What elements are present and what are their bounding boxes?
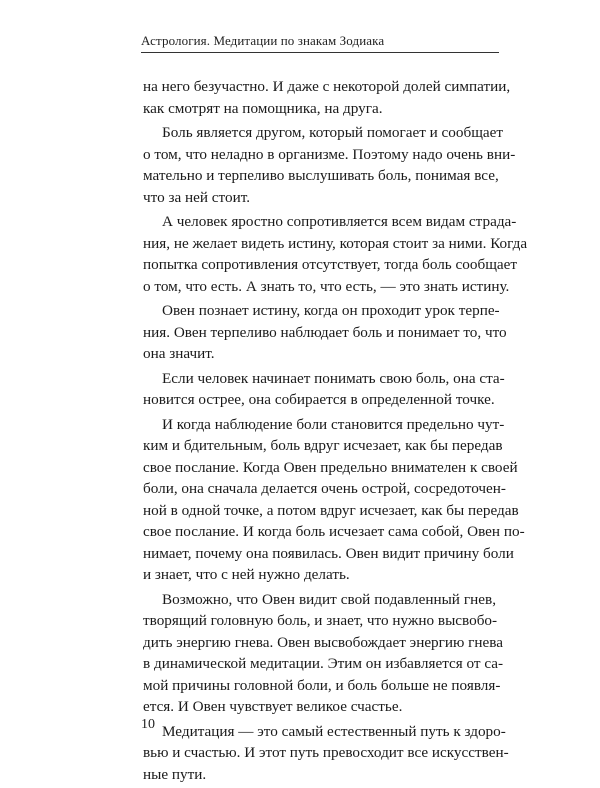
paragraph	[143, 211, 528, 297]
text-line: нимает, почему она появилась. Овен видит причину боли	[143, 544, 514, 562]
text-line: А человек яростно сопротивляется всем видам страда-	[162, 213, 517, 230]
text-line: новится острее, она собирается в определенной точке.	[143, 391, 495, 408]
text-line: Медитация — это самый естественный путь к здоро-	[162, 722, 506, 740]
text-line: боли, она сначала делается очень острой, сосредоточен-	[143, 480, 506, 497]
text-line: ные пути.	[143, 765, 207, 783]
paragraph	[143, 368, 505, 411]
text-line: дить энергию гнева. Овен высвобождает энергию гнева	[143, 633, 503, 651]
text-line: мой причины головной боли, и боль больше не появля-	[143, 676, 501, 694]
text-line: попытка сопротивления отсутствует, тогда боль сообщает	[143, 256, 518, 273]
text-line: вью и счастью. И этот путь превосходит все искусствен-	[143, 744, 509, 761]
text-line: мательно и терпеливо выслушивать боль, понимая все,	[143, 167, 499, 184]
text-line: как смотрят на помощника, на друга.	[143, 99, 383, 117]
paragraph	[143, 414, 525, 586]
paragraph	[143, 76, 511, 119]
text-line: свое послание. И когда боль исчезает сама собой, Овен по-	[143, 523, 525, 540]
page-number: 10	[141, 717, 155, 732]
text-line: Если человек начинает понимать свою боль, она ста-	[162, 369, 505, 387]
header-rule	[141, 52, 499, 53]
text-line: ния, не желает видеть истину, которая стоит за ними. Когда	[143, 234, 528, 252]
text-line: в динамической медитации. Этим он избавляется от са-	[143, 655, 504, 672]
text-line: И когда наблюдение боли становится предельно чут-	[162, 415, 505, 433]
running-head-title: Астрология. Медитации по знакам Зодиака	[141, 33, 385, 48]
text-line: творящий головную боль, и знает, что нужно высвобо-	[143, 612, 498, 629]
text-line: Боль является другом, который помогает и сообщает	[162, 124, 504, 141]
text-line: ется. И Овен чувствует великое счастье.	[143, 698, 403, 715]
text-line: на него безучастно. И даже с некоторой долей симпатии,	[143, 78, 511, 95]
text-line: Возможно, что Овен видит свой подавленный гнев,	[162, 590, 496, 608]
text-line: свое послание. Когда Овен предельно внимателен к своей	[143, 458, 518, 476]
paragraph	[143, 300, 507, 365]
text-line: она значит.	[143, 345, 215, 362]
paragraph	[143, 589, 504, 718]
text-line: что за ней стоит.	[143, 188, 250, 206]
paragraph	[143, 122, 516, 208]
text-line: о том, что есть. А знать то, что есть, — это знать истину.	[143, 277, 510, 295]
text-line: ния. Овен терпеливо наблюдает боль и понимает то, что	[143, 323, 507, 341]
text-line: Овен познает истину, когда он проходит урок терпе-	[162, 302, 500, 319]
text-line: ной в одной точке, а потом вдруг исчезает, как бы передав	[143, 501, 519, 519]
text-line: о том, что неладно в организме. Поэтому надо очень вни-	[143, 145, 516, 163]
body-text	[143, 76, 528, 788]
text-line: ким и бдительным, боль вдруг исчезает, как бы передав	[143, 437, 503, 454]
text-line: и знает, что с ней нужно делать.	[143, 566, 350, 583]
paragraph	[143, 721, 509, 786]
